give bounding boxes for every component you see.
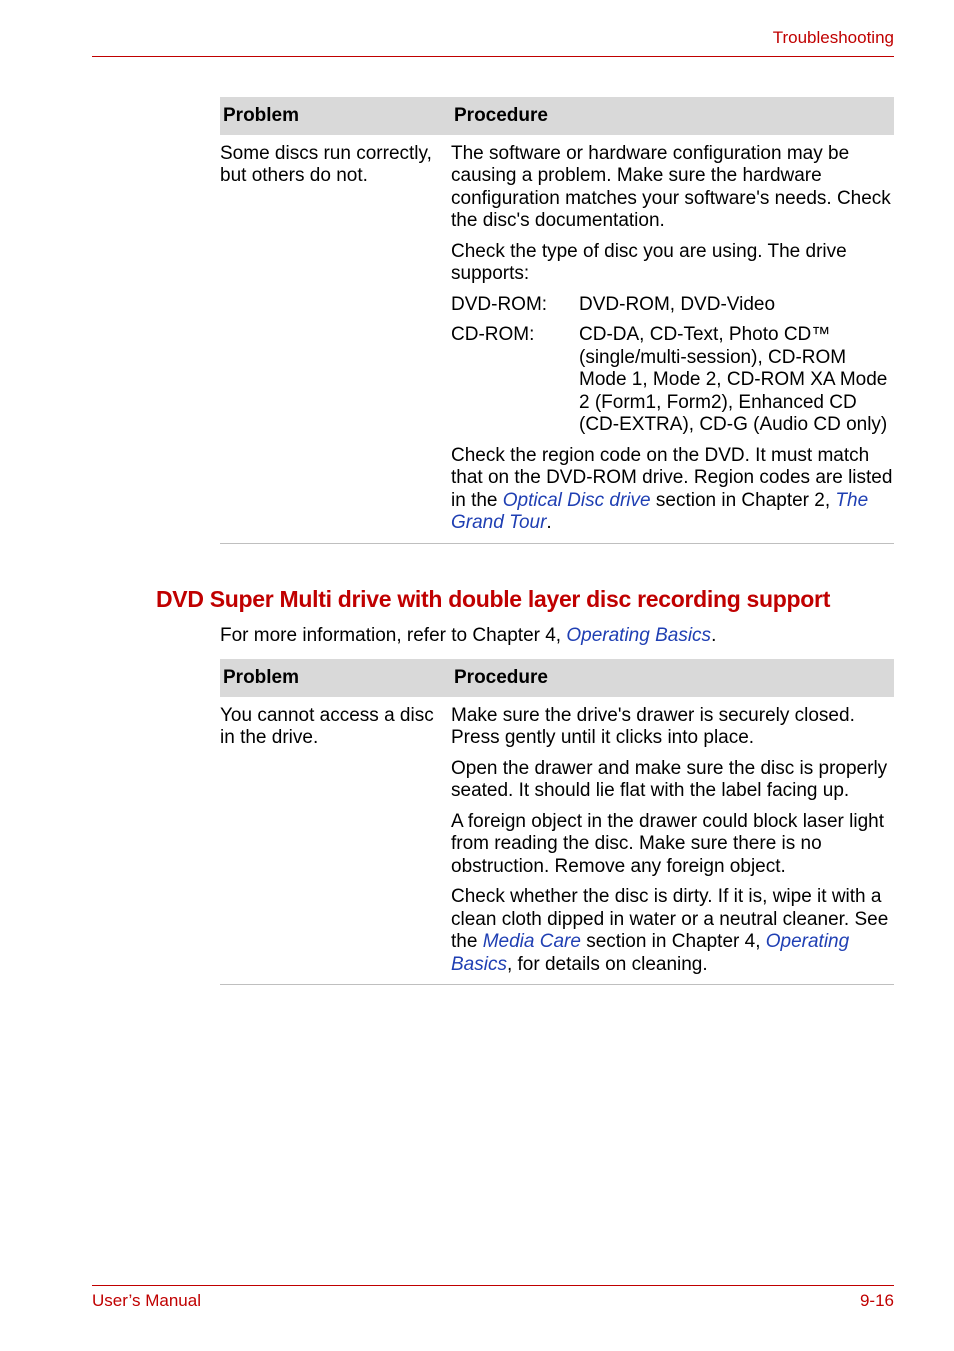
running-header: Troubleshooting	[772, 28, 894, 47]
problem-cell: You cannot access a disc in the drive.	[220, 697, 451, 985]
format-value: CD-DA, CD-Text, Photo CD™ (single/multi-session), CD-ROM Mode 1, Mode 2, CD-ROM XA Mode 2 (Form1, Form2), Enhanced CD (CD-EXTRA), CD-G (Audio CD only)	[579, 324, 888, 435]
header-rule	[92, 56, 894, 57]
column-header-problem: Problem	[220, 659, 451, 697]
text-run: Check the region code on the DVD. It must match that on the DVD-ROM drive. Region codes are listed in the	[451, 444, 893, 511]
troubleshooting-table-dvd-super-multi	[220, 659, 894, 985]
procedure-paragraph: The software or hardware configuration may be causing a problem. Make sure the hardware configuration matches your software's needs. Check the disc's documentation.	[451, 142, 891, 231]
text-run: Check whether the disc is dirty. If it is, wipe it with a clean cloth dipped in water or a neutral cleaner. See the	[451, 886, 889, 952]
procedure-paragraph: A foreign object in the drawer could block laser light from reading the disc. Make sure there is no obstruction. Remove any foreign object.	[451, 810, 885, 877]
procedure-paragraph: Check the type of disc you are using. The drive supports:	[451, 240, 847, 284]
link-the-grand-tour[interactable]: The Grand Tour	[451, 489, 869, 533]
format-label: DVD-ROM:	[451, 293, 548, 315]
supported-format-row	[451, 324, 894, 437]
format-value: DVD-ROM, DVD-Video	[579, 293, 776, 315]
table-header-row	[220, 659, 894, 697]
text-run: section in Chapter 4,	[580, 931, 766, 952]
text-run: section in Chapter 2,	[650, 489, 836, 511]
troubleshooting-table-discs	[220, 97, 894, 544]
link-operating-basics[interactable]: Operating Basics	[566, 625, 712, 646]
procedure-cell	[451, 135, 894, 544]
link-media-care[interactable]: Media Care	[482, 931, 581, 952]
problem-cell: Some discs run correctly, but others do not.	[220, 135, 451, 544]
page-number: 9-16	[859, 1291, 894, 1310]
footer-manual-title: User’s Manual	[92, 1291, 201, 1310]
text-run: .	[711, 625, 717, 646]
text-run: For more information, refer to Chapter 4,	[220, 625, 567, 646]
footer-rule	[92, 1285, 894, 1286]
section-intro	[220, 625, 716, 647]
column-header-procedure: Procedure	[451, 659, 894, 697]
supported-format-row	[451, 294, 894, 317]
table-row	[220, 697, 894, 985]
text-run: .	[546, 512, 552, 533]
procedure-paragraph	[451, 886, 894, 976]
section-heading: DVD Super Multi drive with double layer disc recording support	[156, 586, 831, 612]
procedure-paragraph: Make sure the drive's drawer is securely closed. Press gently until it clicks into place.	[451, 704, 855, 748]
procedure-cell	[451, 697, 894, 985]
procedure-paragraph	[451, 445, 894, 535]
text-run: , for details on cleaning.	[506, 953, 708, 975]
column-header-problem: Problem	[220, 97, 451, 135]
column-header-procedure: Procedure	[451, 97, 894, 135]
table-header-row	[220, 97, 894, 135]
link-optical-disc-drive[interactable]: Optical Disc drive	[502, 489, 651, 511]
procedure-paragraph: Open the drawer and make sure the disc is properly seated. It should lie flat with the label facing up.	[451, 757, 888, 801]
link-operating-basics[interactable]: Operating Basics	[451, 931, 850, 975]
table-row	[220, 135, 894, 544]
format-label: CD-ROM:	[451, 324, 535, 345]
